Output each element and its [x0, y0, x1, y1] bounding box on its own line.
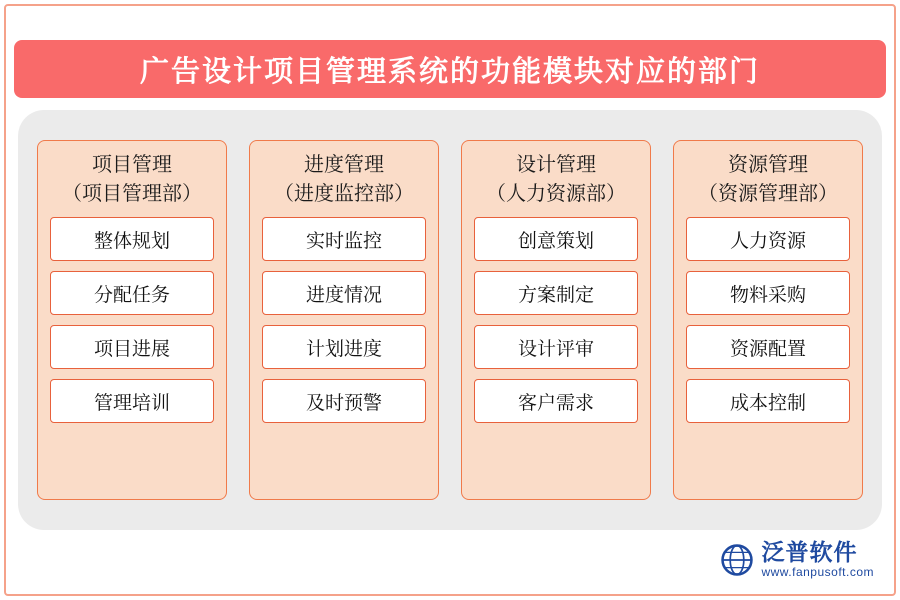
module-items	[474, 217, 638, 423]
globe-icon	[720, 543, 754, 577]
list-item[interactable]: 人力资源	[686, 217, 850, 261]
module-title: 设计管理	[516, 154, 596, 176]
list-item[interactable]: 物料采购	[686, 271, 850, 315]
list-item[interactable]: 实时监控	[262, 217, 426, 261]
module-department: （项目管理部）	[62, 183, 202, 205]
list-item[interactable]: 管理培训	[50, 379, 214, 423]
module-card-resource[interactable]	[673, 140, 863, 500]
list-item[interactable]: 计划进度	[262, 325, 426, 369]
logo-url: www.fanpusoft.com	[761, 565, 874, 579]
module-card-progress[interactable]	[249, 140, 439, 500]
module-items	[686, 217, 850, 423]
list-item[interactable]: 进度情况	[262, 271, 426, 315]
module-title: 资源管理	[728, 154, 808, 176]
list-item[interactable]: 整体规划	[50, 217, 214, 261]
list-item[interactable]: 设计评审	[474, 325, 638, 369]
logo-name: 泛普软件	[761, 540, 858, 565]
title-banner	[14, 40, 886, 98]
module-department: （进度监控部）	[274, 183, 414, 205]
list-item[interactable]: 客户需求	[474, 379, 638, 423]
list-item[interactable]: 及时预警	[262, 379, 426, 423]
list-item[interactable]: 分配任务	[50, 271, 214, 315]
module-department: （资源管理部）	[698, 183, 838, 205]
list-item[interactable]: 创意策划	[474, 217, 638, 261]
list-item[interactable]: 资源配置	[686, 325, 850, 369]
module-columns	[18, 110, 882, 530]
page-title: 广告设计项目管理系统的功能模块对应的部门	[139, 55, 760, 88]
brand-logo	[720, 536, 874, 584]
module-header	[274, 151, 414, 209]
module-header	[698, 151, 838, 209]
module-header	[486, 151, 626, 209]
logo-text	[761, 540, 874, 580]
module-items	[50, 217, 214, 423]
module-card-design[interactable]	[461, 140, 651, 500]
list-item[interactable]: 成本控制	[686, 379, 850, 423]
module-title: 项目管理	[92, 154, 172, 176]
module-title: 进度管理	[304, 154, 384, 176]
module-card-project[interactable]	[37, 140, 227, 500]
list-item[interactable]: 方案制定	[474, 271, 638, 315]
list-item[interactable]: 项目进展	[50, 325, 214, 369]
module-header	[62, 151, 202, 209]
module-department: （人力资源部）	[486, 183, 626, 205]
module-items	[262, 217, 426, 423]
